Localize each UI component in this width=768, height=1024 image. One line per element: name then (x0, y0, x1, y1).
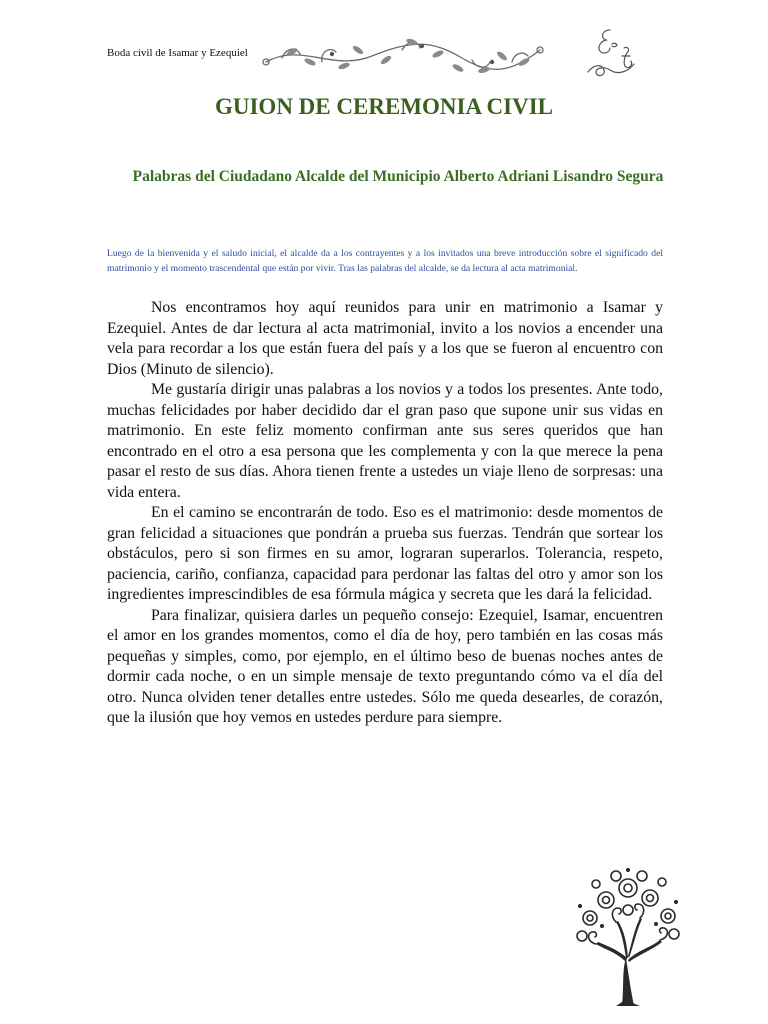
floral-vine-icon (262, 32, 544, 78)
e-and-i-monogram-icon (584, 24, 646, 86)
speech-body (107, 298, 663, 729)
speech-paragraph: Nos encontramos hoy aquí reunidos para unir en matrimonio a Isamar y Ezequiel. Antes de dar lectura al acta matrimonial, invito a los novios a encender una vela para recordar a los que están fuera del país y a los que se fueron al encuentro con Dios (Minuto de silencio). (107, 299, 663, 378)
intro-instruction: Luego de la bienvenida y el saludo inicial, el alcalde da a los contrayentes y a los invitados una breve introducción sobre el significado del matrimonio y el momento trascendental que están por vivir. Tras las palabras del alcalde, se da lectura al acta matrimonial. (107, 248, 663, 274)
section-subtitle: Palabras del Ciudadano Alcalde del Municipio Alberto Adriani Lisandro Segura (132, 168, 664, 185)
swirl-tree-icon (572, 866, 684, 1006)
document-title: GUION DE CEREMONIA CIVIL (214, 94, 553, 119)
speech-paragraph: Me gustaría dirigir unas palabras a los novios y a todos los presentes. Ante todo, muchas felicidades por haber decidido dar el gran paso que supone unir sus vidas en matrimonio. En este feliz momento confirman ante sus seres queridos que han encontrado en el otro a esa persona que les complementa y con la que merece la pena pasar el resto de sus días. Ahora tienen frente a ustedes un viaje lleno de sorpresas: una vida entera. (107, 381, 663, 501)
header-running-title: Boda civil de Isamar y Ezequiel (107, 47, 248, 59)
speech-paragraph: En el camino se encontrarán de todo. Eso es el matrimonio: desde momentos de gran felicidad a situaciones que pondrán a prueba sus fuerzas. Tendrán que sortear los obstáculos, pero si son firmes en su amor, lograran superarlos. Tolerancia, respeto, paciencia, cariño, confianza, capacidad para perdonar las faltas del otro y amor son los ingredientes imprescindibles de esa fórmula mágica y secreta que les dará la felicidad. (107, 504, 663, 603)
speech-paragraph: Para finalizar, quisiera darles un pequeño consejo: Ezequiel, Isamar, encuentren el amor en los grandes momentos, como el día de hoy, pero también en las cosas más pequeñas y simples, como, por ejemplo, en el último beso de buenas noches antes de dormir cada noche, o en un simple mensaje de texto preguntando cómo va el día del otro. Nunca olviden tener detalles entre ustedes. Sólo me queda desearles, de corazón, que la ilusión que hoy vemos en ustedes perdure para siempre. (107, 606, 663, 726)
